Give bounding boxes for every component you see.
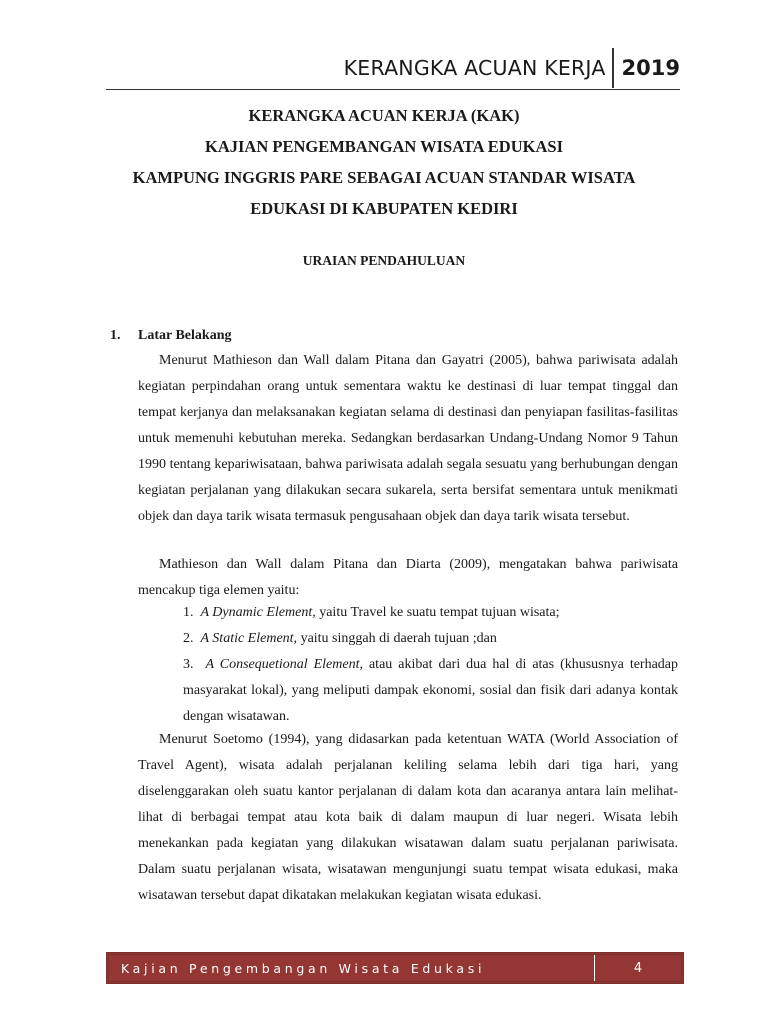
- list-item-text: yaitu Travel ke suatu tempat tujuan wisata;: [315, 605, 560, 620]
- list-item-number: 2.: [183, 631, 194, 646]
- header-year: 2019: [621, 56, 680, 80]
- list-item-term: A Consequetional Element,: [205, 657, 363, 672]
- paragraph-2-container: [138, 552, 678, 604]
- list-item-text: atau akibat dari dua hal di atas (khususnya terhadap masyarakat lokal), yang meliputi dampak ekonomi, sosial dan fisik dari adanya kontak dengan wisatawan.: [183, 657, 679, 724]
- section-title: Latar Belakang: [138, 328, 232, 343]
- section-subheading: URAIAN PENDAHULUAN: [302, 253, 466, 268]
- paragraph: Menurut Mathieson dan Wall dalam Pitana dan Gayatri (2005), bahwa pariwisata adalah kegiatan perpindahan orang untuk sementara waktu ke destinasi di luar tempat tinggal dan tempat kerjanya dan melaksanakan kegiatan selama di destinasi dan penyiapan fasilitas-fasilitas untuk memenuhi kebutuhan mereka. Sedangkan berdasarkan Undang-Undang Nomor 9 Tahun 1990 tentang kepariwisataan, bahwa pariwisata adalah segala sesuatu yang berhubungan dengan kegiatan perjalanan yang dilakukan secara sukarela, serta bersifat sementara untuk menikmati objek dan daya tarik wisata termasuk pengusahaan objek dan daya tarik wisata tersebut.: [138, 353, 678, 524]
- section-number: 1.: [110, 328, 121, 343]
- paragraph: Mathieson dan Wall dalam Pitana dan Diarta (2009), mengatakan bahwa pariwisata mencakup tiga elemen yaitu:: [138, 557, 678, 598]
- list-item: [183, 652, 678, 730]
- list-item-number: 1.: [183, 605, 194, 620]
- paragraph: Menurut Soetomo (1994), yang didasarkan pada ketentuan WATA (World Association of Travel Agent), wisata adalah perjalanan keliling selama lebih dari tiga hari, yang diselenggarakan oleh suatu kantor perjalanan di dalam kota dan acaranya antara lain melihat-lihat di berbagai tempat atau kota baik di dalam maupun di luar negeri. Wisata lebih menekankan pada kegiatan yang dilakukan wisatawan dalam suatu perjalanan pariwisata. Dalam suatu perjalanan wisata, wisatawan mengunjungi suatu tempat wisata edukasi, maka wisatawan tersebut dapat dikatakan melakukan kegiatan wisata edukasi.: [138, 732, 678, 903]
- page-number: 4: [633, 960, 643, 976]
- header-rule: [106, 89, 680, 90]
- list-item: [183, 626, 678, 652]
- elements-list: [183, 600, 678, 730]
- header-title: KERANGKA ACUAN KERJA: [344, 48, 614, 88]
- running-header: [344, 48, 680, 88]
- title-line: KAMPUNG INGGRIS PARE SEBAGAI ACUAN STANDAR WISATA: [132, 168, 636, 187]
- page-footer: [106, 952, 684, 984]
- list-item: [183, 600, 678, 626]
- document-title: [90, 100, 678, 224]
- footer-title: Kajian Pengembangan Wisata Edukasi: [121, 960, 486, 976]
- title-line: KERANGKA ACUAN KERJA (KAK): [248, 106, 520, 125]
- list-item-number: 3.: [183, 657, 194, 672]
- title-line: EDUKASI DI KABUPATEN KEDIRI: [250, 199, 518, 218]
- paragraph-1-container: [138, 348, 678, 530]
- list-item-term: A Static Element,: [200, 631, 298, 646]
- list-item-text: yaitu singgah di daerah tujuan ;dan: [297, 631, 497, 646]
- section-heading: [110, 325, 231, 347]
- list-item-term: A Dynamic Element,: [200, 605, 316, 620]
- title-line: KAJIAN PENGEMBANGAN WISATA EDUKASI: [204, 137, 563, 156]
- paragraph-3-container: [138, 727, 678, 909]
